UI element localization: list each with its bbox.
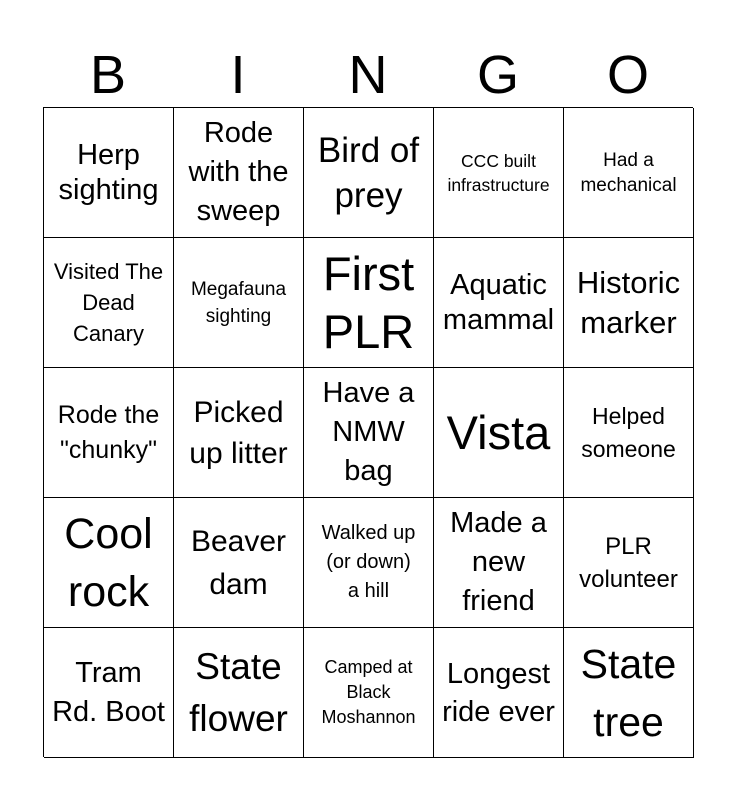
bingo-cell[interactable] xyxy=(304,498,434,628)
bingo-cell[interactable] xyxy=(44,238,174,368)
bingo-cell[interactable] xyxy=(564,108,694,238)
cell-label: Historic marker xyxy=(576,264,681,340)
cell-label: Megafauna sighting xyxy=(190,278,287,327)
bingo-cell[interactable] xyxy=(564,238,694,368)
bingo-cell[interactable] xyxy=(434,628,564,758)
bingo-cell[interactable] xyxy=(434,498,564,628)
bingo-cell[interactable] xyxy=(174,368,304,498)
cell-label: Cool rock xyxy=(64,509,153,616)
header-letter-n: N xyxy=(348,45,388,105)
cell-label: State tree xyxy=(580,640,677,745)
bingo-cell[interactable] xyxy=(564,368,694,498)
cell-label: Rode the "chunky" xyxy=(57,400,160,464)
bingo-grid xyxy=(43,107,693,757)
bingo-cell[interactable] xyxy=(434,238,564,368)
cell-label: Aquatic mammal xyxy=(442,268,555,336)
bingo-cell[interactable] xyxy=(174,238,304,368)
bingo-cell[interactable] xyxy=(174,108,304,238)
bingo-cell[interactable] xyxy=(44,498,174,628)
cell-label: Made a new friend xyxy=(450,507,547,617)
cell-label: State flower xyxy=(189,645,288,739)
cell-label: Rode with the sweep xyxy=(188,117,289,227)
bingo-cell[interactable] xyxy=(44,628,174,758)
cell-label: Have a NMW bag xyxy=(322,377,415,487)
cell-label: Longest ride ever xyxy=(442,657,555,728)
cell-label: PLR volunteer xyxy=(579,532,678,593)
bingo-cell[interactable] xyxy=(174,498,304,628)
bingo-cell[interactable] xyxy=(304,108,434,238)
bingo-cell[interactable] xyxy=(434,368,564,498)
bingo-cell[interactable] xyxy=(564,498,694,628)
cell-label: Visited The Dead Canary xyxy=(53,259,164,346)
cell-label: Camped at Black Moshannon xyxy=(321,657,416,727)
cell-label: Beaver dam xyxy=(190,524,287,601)
cell-label: Bird of prey xyxy=(317,130,420,215)
header-letter-b: B xyxy=(89,45,127,105)
cell-label: Herp sighting xyxy=(58,138,159,206)
bingo-cell[interactable] xyxy=(44,368,174,498)
cell-label: First PLR xyxy=(322,246,415,358)
header-letter-i: I xyxy=(230,45,246,105)
header-letter-g: G xyxy=(476,45,519,105)
cell-label: Had a mechanical xyxy=(580,149,677,196)
cell-label: Helped someone xyxy=(581,402,676,462)
bingo-cell[interactable] xyxy=(564,628,694,758)
bingo-cell[interactable] xyxy=(44,108,174,238)
cell-label: CCC built infrastructure xyxy=(447,150,550,195)
cell-label: Vista xyxy=(446,405,551,459)
bingo-cell[interactable] xyxy=(304,628,434,758)
bingo-cell[interactable] xyxy=(434,108,564,238)
bingo-cell[interactable] xyxy=(304,238,434,368)
cell-label: Picked up litter xyxy=(189,395,288,470)
cell-label: Walked up (or down) a hill xyxy=(321,522,416,602)
cell-label: Tram Rd. Boot xyxy=(52,656,165,728)
bingo-cell[interactable] xyxy=(304,368,434,498)
bingo-cell[interactable] xyxy=(174,628,304,758)
bingo-header xyxy=(43,44,693,106)
header-letter-o: O xyxy=(606,45,649,105)
